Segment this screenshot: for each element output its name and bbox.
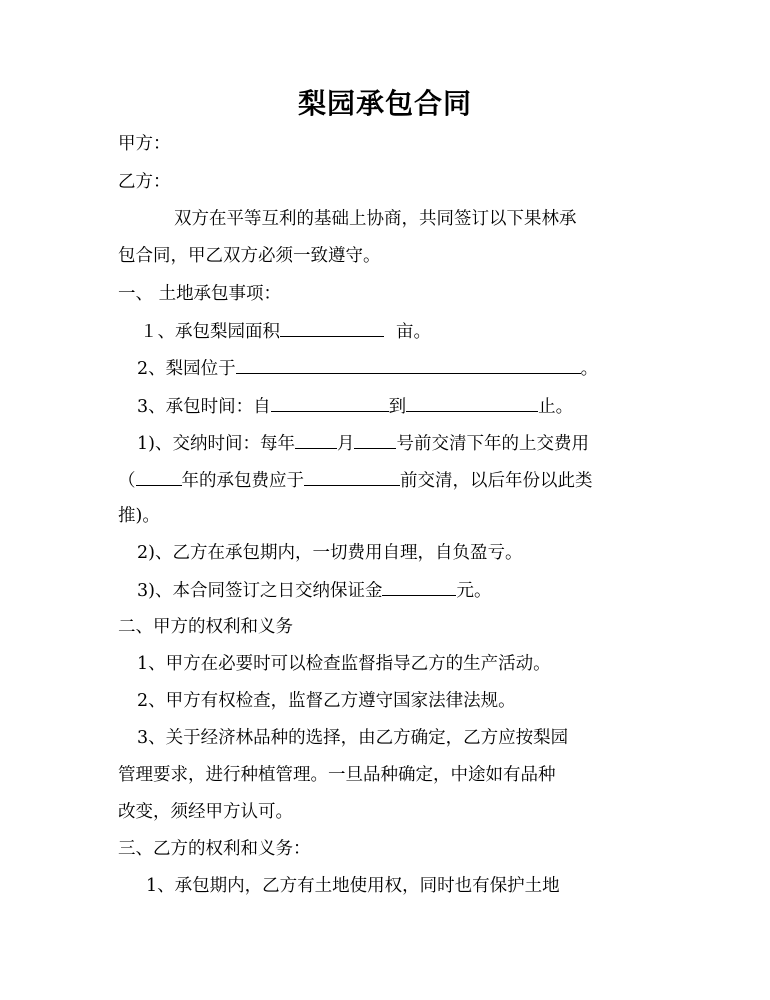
party-b-label: 乙方： [118,172,171,192]
due-date-blank [304,467,400,486]
day-blank [354,430,396,449]
party-a-label: 甲方： [118,134,171,154]
clause-1-3-end: 止。 [538,397,574,417]
subclause-1-text-a: 1)、交纳时间：每年 [137,434,295,454]
subclause-3 [137,577,491,604]
clause-2-3-line-3: 改变，须经甲方认可。 [118,802,293,822]
subclause-1-text-b: 月 [336,434,355,454]
clause-1-3-label: 3、承包时间：自 [137,397,271,417]
area-blank [280,318,384,337]
clause-1-2-end: 。 [580,359,599,379]
document-title: 梨园承包合同 [297,87,472,120]
subclause-2: 2)、乙方在承包期内，一切费用自理，自负盈亏。 [137,543,523,563]
clause-2-3-line-1: 3、关于经济林品种的选择，由乙方确定，乙方应按梨园 [137,728,569,748]
location-blank [236,355,581,374]
clause-1-3-mid: 到 [388,397,407,417]
clause-1-2 [137,355,598,382]
section-3-heading: 三、乙方的权利和义务： [118,839,311,859]
clause-2-1: 1、甲方在必要时可以检查监督指导乙方的生产活动。 [137,654,551,674]
start-date-blank [271,393,389,412]
clause-2-3-line-2: 管理要求，进行种植管理。一旦品种确定，中途如有品种 [118,765,556,785]
subclause-1-line-1 [137,430,589,457]
year-blank [136,467,182,486]
section-1-heading: 一、 土地承包事项： [118,284,282,304]
subclause-1-line-2 [118,467,593,494]
intro-line-2: 包合同，甲乙双方必须一致遵守。 [118,246,381,266]
clause-1-3 [137,393,573,420]
clause-1-1-unit: 亩。 [396,322,431,342]
subclause-3-text-a: 3)、本合同签订之日交纳保证金 [137,581,383,601]
clause-1-1-label: １、承包梨园面积 [140,322,280,342]
subclause-1-text-d: （ [118,471,136,491]
clause-2-2: 2、甲方有权检查，监督乙方遵守国家法律法规。 [137,691,516,711]
intro-line-1: 双方在平等互利的基础上协商，共同签订以下果林承 [174,209,577,229]
subclause-1-line-3: 推)。 [118,506,160,526]
month-blank [295,430,337,449]
subclause-3-text-b: 元。 [456,581,492,601]
deposit-blank [382,577,456,596]
clause-1-2-label: 2、梨园位于 [137,359,236,379]
clause-1-1 [140,318,431,345]
section-2-heading: 二、甲方的权利和义务 [118,617,293,637]
subclause-1-text-e: 年的承包费应于 [181,471,304,491]
clause-3-1: 1、承包期内，乙方有土地使用权，同时也有保护土地 [146,876,560,896]
end-date-blank [406,393,538,412]
subclause-1-text-f: 前交清，以后年份以此类 [400,471,593,491]
subclause-1-text-c: 号前交清下年的上交费用 [396,434,589,454]
